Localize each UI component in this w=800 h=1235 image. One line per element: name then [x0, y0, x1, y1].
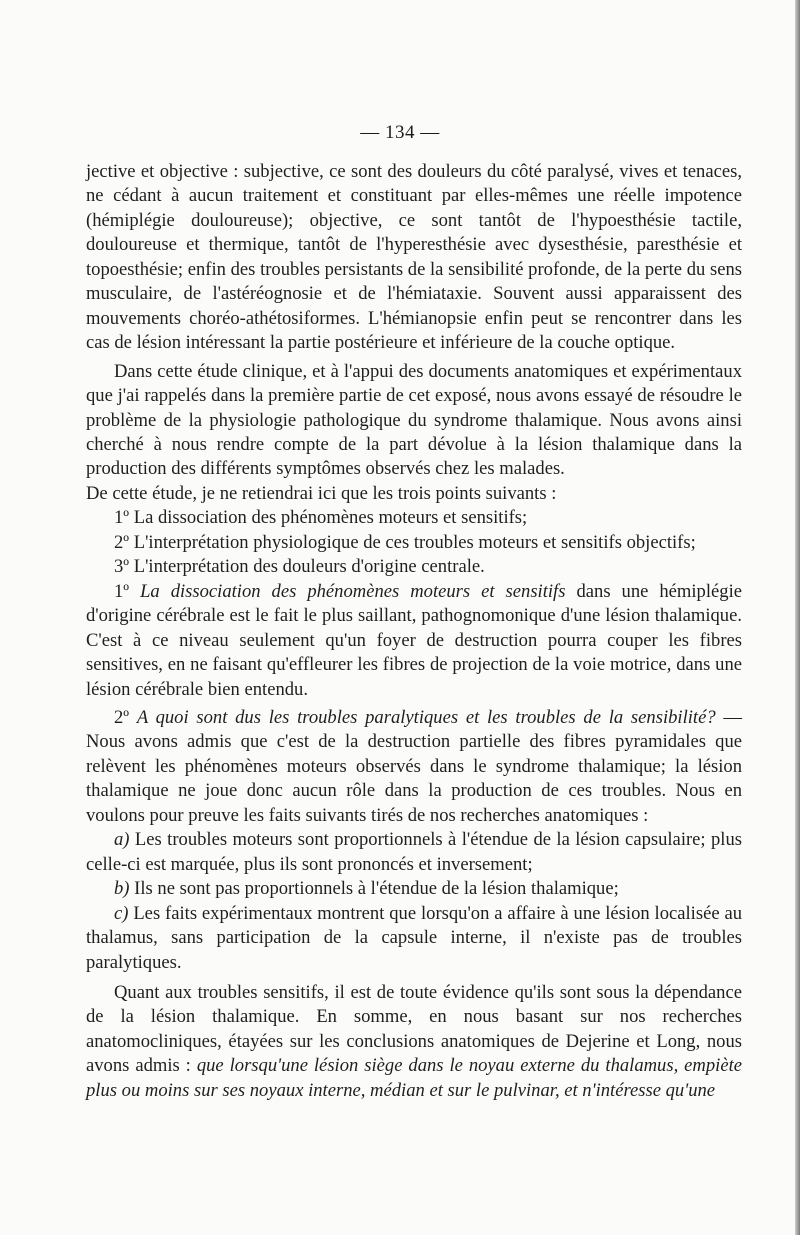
list-item-3: 3º L'interprétation des douleurs d'origine centrale.: [114, 556, 485, 578]
page-body: [86, 160, 742, 1103]
paragraph-sensory-troubles: [86, 981, 742, 1103]
point-a-text: Les troubles moteurs sont proportionnels à l'étendue de la lésion capsulaire; plus celle-ci est marquée, plus ils sont prononcés et inversement;: [86, 829, 742, 875]
point-c-label: c): [114, 902, 129, 924]
section-1-number: 1º: [114, 580, 130, 602]
section-2-body: — Nous avons admis que c'est de la destruction partielle des fibres pyramidales que relèvent les phénomènes moteurs observés dans le syndrome thalamique; la lésion thalamique ne joue donc aucun rôle dans la production de ces troubles. Nous en voulons pour preuve les faits suivants tirés de nos recherches anatomiques :: [86, 706, 742, 826]
section-2-title: A quoi sont dus les troubles paralytiques et les troubles de la sensibilité?: [136, 706, 716, 728]
page-number: — 134 —: [360, 122, 440, 143]
point-c: [86, 902, 742, 975]
point-b-text: Ils ne sont pas proportionnels à l'étendue de la lésion thalamique;: [134, 878, 619, 900]
section-2-paragraph: [86, 706, 742, 828]
paragraph-three-points: De cette étude, je ne retiendrai ici que les trois points suivants :: [86, 482, 557, 504]
section-1-paragraph: [86, 580, 742, 702]
page-edge-shadow: [795, 0, 800, 1235]
point-c-text: Les faits expérimentaux montrent que lorsqu'on a affaire à une lésion localisée au thalamus, sans participation de la capsule interne, il n'existe pas de troubles paralytiques.: [86, 902, 742, 973]
section-2-number: 2º: [114, 706, 130, 728]
point-a-label: a): [114, 829, 130, 851]
section-1-body: dans une hémiplégie d'origine cérébrale est le fait le plus saillant, pathognomonique d'une lésion thalamique. C'est à ce niveau seulement qu'un foyer de destruction pourra couper les fibres sensitives, en ne faisant qu'effleurer les fibres de projection de la voie motrice, dans une lésion cérébrale bien entendu.: [86, 580, 742, 700]
list-item-1: 1º La dissociation des phénomènes moteurs et sensitifs;: [114, 507, 528, 529]
point-b-label: b): [114, 878, 130, 900]
paragraph-sensory-italic: que lorsqu'une lésion siège dans le noyau externe du thalamus, empiète plus ou moins sur ses noyaux interne, médian et sur le pulvinar, et n'intéresse qu'une: [86, 1055, 742, 1101]
paragraph-sensory-text: Quant aux troubles sensitifs, il est de toute évidence qu'ils sont sous la dépendance de la lésion thalamique. En somme, en nous basant sur nos recherches anatomocliniques, étayées sur les conclusions anatomiques de Dejerine et Long, nous avons admis :: [86, 981, 742, 1077]
point-a: [86, 828, 742, 877]
point-b: [86, 877, 742, 901]
list-item-2: 2º L'interprétation physiologique de ces troubles moteurs et sensitifs objectifs;: [114, 531, 696, 553]
paragraph-clinical-study: Dans cette étude clinique, et à l'appui des documents anatomiques et expérimentaux que j'ai rappelés dans la première partie de cet exposé, nous avons essayé de résoudre le problème de la physiologie pathologique du syndrome thalamique. Nous avons ainsi cherché à nous rendre compte de la part dévolue à la lésion thalamique dans la production des différents symptômes observés chez les malades.: [86, 360, 742, 480]
paragraph-continuation: jective et objective : subjective, ce sont des douleurs du côté paralysé, vives et tenaces, ne cédant à aucun traitement et constituant par elles-mêmes une réelle impotence (hémiplégie douloureuse); objective, ce sont tantôt de l'hypoesthésie tactile, douloureuse et thermique, tantôt de l'hyperesthésie avec dysesthésie, paresthésie et topoesthésie; enfin des troubles persistants de la sensibilité profonde, de la perte du sens musculaire, de l'astéréognosie et de l'hémiataxie. Souvent aussi apparaissent des mouvements choréo-athétosiformes. L'hémianopsie enfin peut se rencontrer dans les cas de lésion intéressant la partie postérieure et inférieure de la couche optique.: [86, 161, 742, 354]
section-1-title: La dissociation des phénomènes moteurs et sensitifs: [140, 580, 566, 602]
